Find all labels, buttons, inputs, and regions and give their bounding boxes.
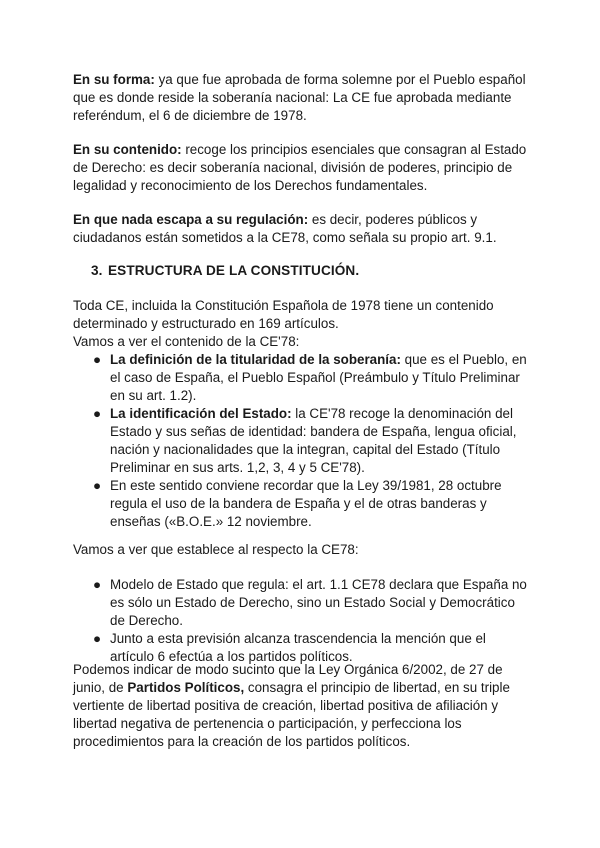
list-item-text: la CE'78 recoge la denominación del Estado y sus señas de identidad: bandera de España, lengua oficial, nación y nacionalidades que la integran, capital del Estado (Título Preliminar en sus arts. 1,2, 3, 4 y 5 CE'78). [110,406,517,475]
section-title: ESTRUCTURA DE LA CONSTITUCIÓN. [108,263,360,278]
bullet-icon: ● [92,478,102,493]
bullet-icon: ● [92,577,102,592]
section-heading [91,262,359,280]
list-item-text: En este sentido conviene recordar que la Ley 39/1981, 28 octubre regula el uso de la bandera de España y el de otras banderas y enseñas («B.O.E.» 12 noviembre. [110,478,502,529]
list-item [91,477,531,531]
paragraph-partidos [73,661,528,751]
paragraph-establece: Vamos a ver que establece al respecto la CE78: [73,542,359,557]
paragraph-text-before: Podemos indicar de modo sucinto que la Ley Orgánica 6/2002, de 27 de junio, de [73,662,503,695]
paragraph-text: ya que fue aprobada de forma solemne por el Pueblo español que es donde reside la soberanía nacional: La CE fue aprobada mediante referéndum, el 6 de diciembre de 1978. [73,72,526,123]
list-item-text: que es el Pueblo, en el caso de España, el Pueblo Español (Preámbulo y Título Preliminar en su art. 1.2). [110,352,527,403]
list-item-label: La definición de la titularidad de la soberanía: [110,352,401,367]
content-list [91,351,531,531]
list-item [91,405,531,477]
intro-paragraph [73,297,528,351]
paragraph-text-after: consagra el principio de libertad, en su triple vertiente de libertad positiva de creación, libertad positiva de afiliación y libertad negativa de pertenencia o participación, y perfecciona los procedimientos para la creación de los partidos políticos. [73,680,510,749]
list-item [91,351,531,405]
paragraph-label: En su contenido: [73,142,182,157]
paragraph-regulacion [73,211,533,247]
paragraph-contenido [73,141,533,195]
list-item [91,576,531,630]
list-item-label: La identificación del Estado: [110,406,292,421]
paragraph-label: En su forma: [73,72,155,87]
paragraph-bold-term: Partidos Políticos, [127,680,245,695]
paragraph-text: recoge los principios esenciales que consagran al Estado de Derecho: es decir soberanía nacional, división de poderes, principio de legalidad y reconocimiento de los Derechos fundamentales. [73,142,527,193]
list-item-text: Junto a esta previsión alcanza trascendencia la mención que el artículo 6 efectúa a los partidos políticos. [110,631,486,664]
list-item-text: Modelo de Estado que regula: el art. 1.1 CE78 declara que España no es sólo un Estado de Derecho, sino un Estado Social y Democrático de Derecho. [110,577,527,628]
intro-line-1: Toda CE, incluida la Constitución Española de 1978 tiene un contenido determinado y estructurado en 169 artículos. [73,298,494,331]
bullet-icon: ● [92,406,102,421]
paragraph-text: es decir, poderes públicos y ciudadanos están sometidos a la CE78, como señala su propio art. 9.1. [73,212,497,245]
intro-line-2: Vamos a ver el contenido de la CE'78: [73,334,300,349]
section-number: 3. [91,263,103,278]
paragraph-label: En que nada escapa a su regulación: [73,212,309,227]
bullet-icon: ● [92,631,102,646]
model-list [91,576,531,666]
paragraph-forma [73,71,533,125]
bullet-icon: ● [92,352,102,367]
